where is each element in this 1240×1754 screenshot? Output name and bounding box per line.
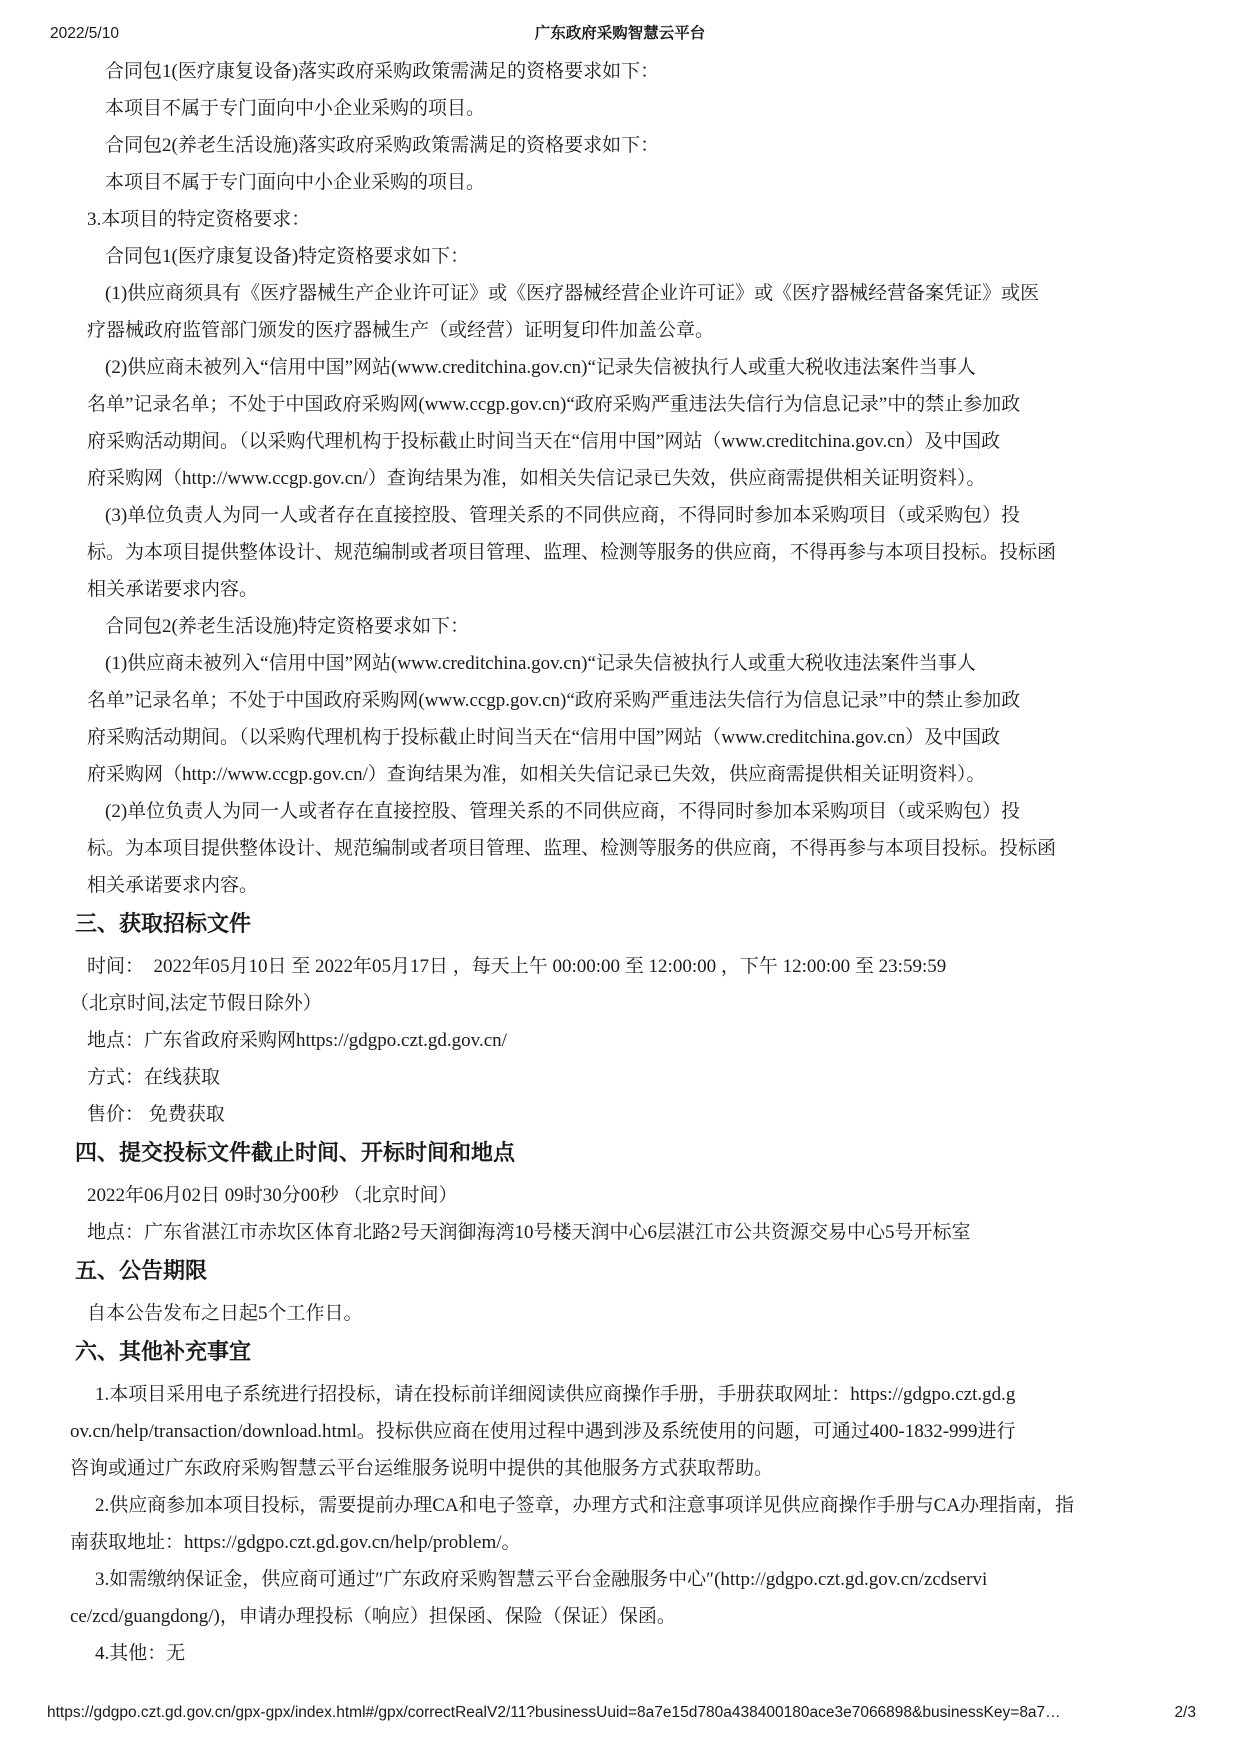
- text-line: 2022年06月02日 09时30分00秒 （北京时间）: [87, 1185, 458, 1206]
- print-header: [0, 24, 1240, 48]
- text-line: 标。为本项目提供整体设计、规范编制或者项目管理、监理、检测等服务的供应商，不得再参与本项目投标。投标函: [87, 838, 1057, 859]
- section-heading: 四、提交投标文件截止时间、开标时间和地点: [75, 1140, 516, 1165]
- text-line: 地点：广东省湛江市赤坎区体育北路2号天润御海湾10号楼天润中心6层湛江市公共资源交易中心5号开标室: [87, 1222, 971, 1243]
- text-line: 府采购网（http://www.ccgp.gov.cn/）查询结果为准，如相关失信记录已失效，供应商需提供相关证明资料）。: [87, 764, 986, 785]
- text-line: 咨询或通过广东政府采购智慧云平台运维服务说明中提供的其他服务方式获取帮助。: [70, 1458, 774, 1479]
- text-line: (1)供应商未被列入“信用中国”网站(www.creditchina.gov.cn)“记录失信被执行人或重大税收违法案件当事人: [105, 653, 976, 674]
- text-line: 相关承诺要求内容。: [87, 579, 259, 600]
- text-line: 名单”记录名单；不处于中国政府采购网(www.ccgp.gov.cn)“政府采购严重违法失信行为信息记录”中的禁止参加政: [87, 690, 1021, 711]
- section-heading: 六、其他补充事宜: [75, 1339, 252, 1364]
- text-line: 合同包2(养老生活设施)特定资格要求如下：: [105, 616, 470, 637]
- page-title: 广东政府采购智慧云平台: [534, 25, 706, 42]
- text-line: 时间： 2022年05月10日 至 2022年05月17日 ，每天上午 00:00:00 至 12:00:00 ，下午 12:00:00 至 23:59:59: [87, 956, 947, 977]
- text-line: 南获取地址：https://gdgpo.czt.gd.gov.cn/help/problem/。: [70, 1532, 521, 1553]
- text-line: 方式：在线获取: [87, 1067, 221, 1088]
- text-line: (3)单位负责人为同一人或者存在直接控股、管理关系的不同供应商，不得同时参加本采购项目（或采购包）投: [105, 505, 1021, 526]
- text-line: ce/zcd/guangdong/)，申请办理投标（响应）担保函、保险（保证）保函。: [70, 1606, 676, 1627]
- text-line: 自本公告发布之日起5个工作日。: [87, 1303, 363, 1324]
- print-footer: [47, 1703, 1196, 1723]
- text-line: 疗器械政府监管部门颁发的医疗器械生产（或经营）证明复印件加盖公章。: [87, 320, 715, 341]
- text-line: 府采购网（http://www.ccgp.gov.cn/）查询结果为准，如相关失信记录已失效，供应商需提供相关证明资料）。: [87, 468, 986, 489]
- footer-url: https://gdgpo.czt.gd.gov.cn/gpx-gpx/index.html#/gpx/correctRealV2/11?businessUuid=8a7e15d780a438400180ace3e7066898&businessKey=8a7…: [47, 1704, 1061, 1721]
- text-line: 合同包1(医疗康复设备)落实政府采购政策需满足的资格要求如下：: [105, 61, 660, 82]
- text-line: 3.本项目的特定资格要求：: [87, 209, 311, 230]
- text-line: 本项目不属于专门面向中小企业采购的项目。: [105, 98, 486, 119]
- text-line: 府采购活动期间。（以采购代理机构于投标截止时间当天在“信用中国”网站（www.creditchina.gov.cn）及中国政: [87, 431, 1001, 452]
- section-heading: 五、公告期限: [75, 1258, 208, 1283]
- text-line: （北京时间,法定节假日除外）: [70, 993, 322, 1014]
- text-line: ov.cn/help/transaction/download.html。投标供应商在使用过程中遇到涉及系统使用的问题，可通过400-1832-999进行: [70, 1421, 1016, 1442]
- text-line: 本项目不属于专门面向中小企业采购的项目。: [105, 172, 486, 193]
- text-line: 1.本项目采用电子系统进行招投标，请在投标前详细阅读供应商操作手册，手册获取网址：https://gdgpo.czt.gd.g: [95, 1384, 1016, 1405]
- text-line: 售价： 免费获取: [87, 1104, 225, 1125]
- footer-page-number: 2/3: [1174, 1704, 1196, 1721]
- text-line: 名单”记录名单；不处于中国政府采购网(www.ccgp.gov.cn)“政府采购严重违法失信行为信息记录”中的禁止参加政: [87, 394, 1021, 415]
- text-line: 相关承诺要求内容。: [87, 875, 259, 896]
- section-heading: 三、获取招标文件: [75, 911, 252, 936]
- text-line: (1)供应商须具有《医疗器械生产企业许可证》或《医疗器械经营企业许可证》或《医疗器械经营备案凭证》或医: [105, 283, 1040, 304]
- text-line: 合同包2(养老生活设施)落实政府采购政策需满足的资格要求如下：: [105, 135, 660, 156]
- text-line: 标。为本项目提供整体设计、规范编制或者项目管理、监理、检测等服务的供应商，不得再参与本项目投标。投标函: [87, 542, 1057, 563]
- text-line: (2)单位负责人为同一人或者存在直接控股、管理关系的不同供应商，不得同时参加本采购项目（或采购包）投: [105, 801, 1021, 822]
- text-line: 4.其他：无: [95, 1643, 186, 1664]
- text-line: (2)供应商未被列入“信用中国”网站(www.creditchina.gov.cn)“记录失信被执行人或重大税收违法案件当事人: [105, 357, 976, 378]
- text-line: 3.如需缴纳保证金，供应商可通过″广东政府采购智慧云平台金融服务中心″(http://gdgpo.czt.gd.gov.cn/zcdservi: [95, 1569, 988, 1590]
- announcement-body: [0, 53, 1240, 1672]
- text-line: 地点：广东省政府采购网https://gdgpo.czt.gd.gov.cn/: [87, 1030, 507, 1051]
- print-date: 2022/5/10: [50, 25, 119, 42]
- text-line: 2.供应商参加本项目投标，需要提前办理CA和电子签章，办理方式和注意事项详见供应商操作手册与CA办理指南，指: [95, 1495, 1075, 1516]
- text-line: 府采购活动期间。（以采购代理机构于投标截止时间当天在“信用中国”网站（www.creditchina.gov.cn）及中国政: [87, 727, 1001, 748]
- text-line: 合同包1(医疗康复设备)特定资格要求如下：: [105, 246, 470, 267]
